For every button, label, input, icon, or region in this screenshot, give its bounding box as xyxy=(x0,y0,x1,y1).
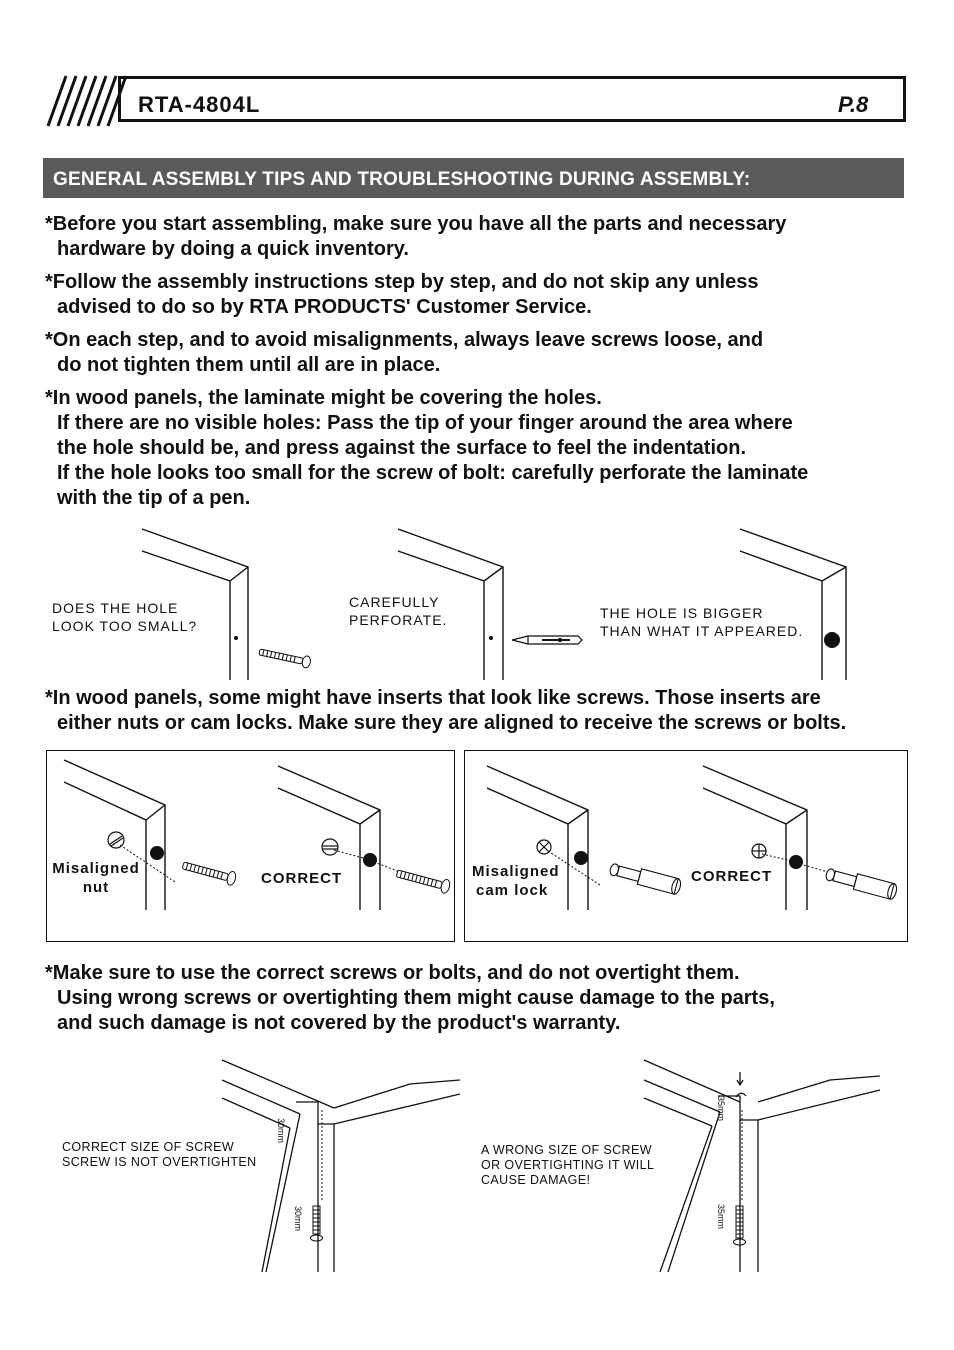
tip-line: If the hole looks too small for the screw of bolt: carefully perforate the laminate xyxy=(57,462,809,484)
dimension-label-35mm: 35mm xyxy=(716,1204,726,1230)
tip-line: *Before you start assembling, make sure you have all the parts and necessary xyxy=(45,213,787,235)
tip-line: If there are no visible holes: Pass the tip of your finger around the area where xyxy=(57,412,793,434)
label-line: A WRONG SIZE OF SCREW xyxy=(481,1143,652,1157)
tip-step-by-step xyxy=(45,270,758,320)
screw-icon xyxy=(181,859,237,886)
model-number: RTA-4804L xyxy=(138,92,261,117)
label-line: PERFORATE. xyxy=(349,612,448,628)
tip-line: and such damage is not covered by the product's warranty. xyxy=(57,1012,621,1034)
tip-line: *Make sure to use the correct screws or bolts, and do not overtight them. xyxy=(45,962,740,984)
dimension-label-30mm: 30mm xyxy=(276,1118,286,1144)
insert-illustrations xyxy=(0,750,954,950)
label-line: OR OVERTIGHTING IT WILL xyxy=(481,1158,655,1172)
label-line: THE HOLE IS BIGGER xyxy=(600,605,764,621)
tip-inventory xyxy=(45,212,786,262)
cam-bolt-icon xyxy=(824,866,898,900)
label-carefully-perforate xyxy=(349,593,447,629)
dimension-label-30mm: 30mm xyxy=(293,1206,303,1232)
tip-line: do not tighten them until all are in place. xyxy=(57,354,441,376)
label-line: DOES THE HOLE xyxy=(52,600,179,616)
label-wrong-screw-size xyxy=(481,1143,654,1188)
label-correct-nut: CORRECT xyxy=(261,870,343,887)
tip-line: *In wood panels, the laminate might be covering the holes. xyxy=(45,387,602,409)
tip-inserts xyxy=(45,686,846,736)
label-line: THAN WHAT IT APPEARED. xyxy=(600,623,804,639)
tip-line: *Follow the assembly instructions step by step, and do not skip any unless xyxy=(45,271,759,293)
label-line: Misaligned xyxy=(472,863,560,880)
tip-line: hardware by doing a quick inventory. xyxy=(57,238,409,260)
tip-line: Using wrong screws or overtighting them might cause damage to the parts, xyxy=(57,987,775,1009)
page-number: P.8 xyxy=(838,92,869,117)
nut-icon xyxy=(322,839,338,855)
label-misaligned-cam-lock xyxy=(472,862,560,900)
screw-icon xyxy=(258,646,311,669)
label-correct-screw-size xyxy=(62,1140,257,1170)
small-hole xyxy=(234,636,238,640)
label-line: SCREW IS NOT OVERTIGHTEN xyxy=(62,1155,257,1169)
section-title: GENERAL ASSEMBLY TIPS AND TROUBLESHOOTING DURING ASSEMBLY: xyxy=(43,158,904,198)
dimension-label-35mm: 35mm xyxy=(716,1096,726,1122)
big-hole xyxy=(824,632,840,648)
tip-line: either nuts or cam locks. Make sure they are aligned to receive the screws or bolts. xyxy=(57,712,847,734)
screw-icon xyxy=(395,867,451,894)
cam-lock-icon xyxy=(752,844,766,858)
tip-line: with the tip of a pen. xyxy=(57,487,251,509)
label-line: CAREFULLY xyxy=(349,594,440,610)
tip-line: *In wood panels, some might have inserts that look like screws. Those inserts are xyxy=(45,687,821,709)
label-misaligned-nut xyxy=(50,859,142,897)
pen-icon xyxy=(512,636,582,644)
label-hole-too-small xyxy=(52,599,197,635)
label-hole-bigger xyxy=(600,604,803,640)
label-line: CAUSE DAMAGE! xyxy=(481,1173,591,1187)
small-hole xyxy=(489,636,493,640)
tip-laminate-holes xyxy=(45,386,808,511)
tip-line: advised to do so by RTA PRODUCTS' Customer Service. xyxy=(57,296,592,318)
label-line: LOOK TOO SMALL? xyxy=(52,618,198,634)
screw-icon xyxy=(311,1206,323,1241)
tip-line: *On each step, and to avoid misalignments, always leave screws loose, and xyxy=(45,329,764,351)
tip-line: the hole should be, and press against the surface to feel the indentation. xyxy=(57,437,746,459)
label-line: cam lock xyxy=(476,882,549,899)
tip-leave-loose xyxy=(45,328,763,378)
tip-correct-screws xyxy=(45,961,775,1036)
label-line: Misaligned xyxy=(52,860,140,877)
cam-bolt-icon xyxy=(608,861,682,895)
label-correct-cam-lock: CORRECT xyxy=(691,868,773,885)
label-line: nut xyxy=(82,879,110,896)
label-line: CORRECT SIZE OF SCREW xyxy=(62,1140,235,1154)
screw-size-illustrations xyxy=(0,1050,954,1290)
